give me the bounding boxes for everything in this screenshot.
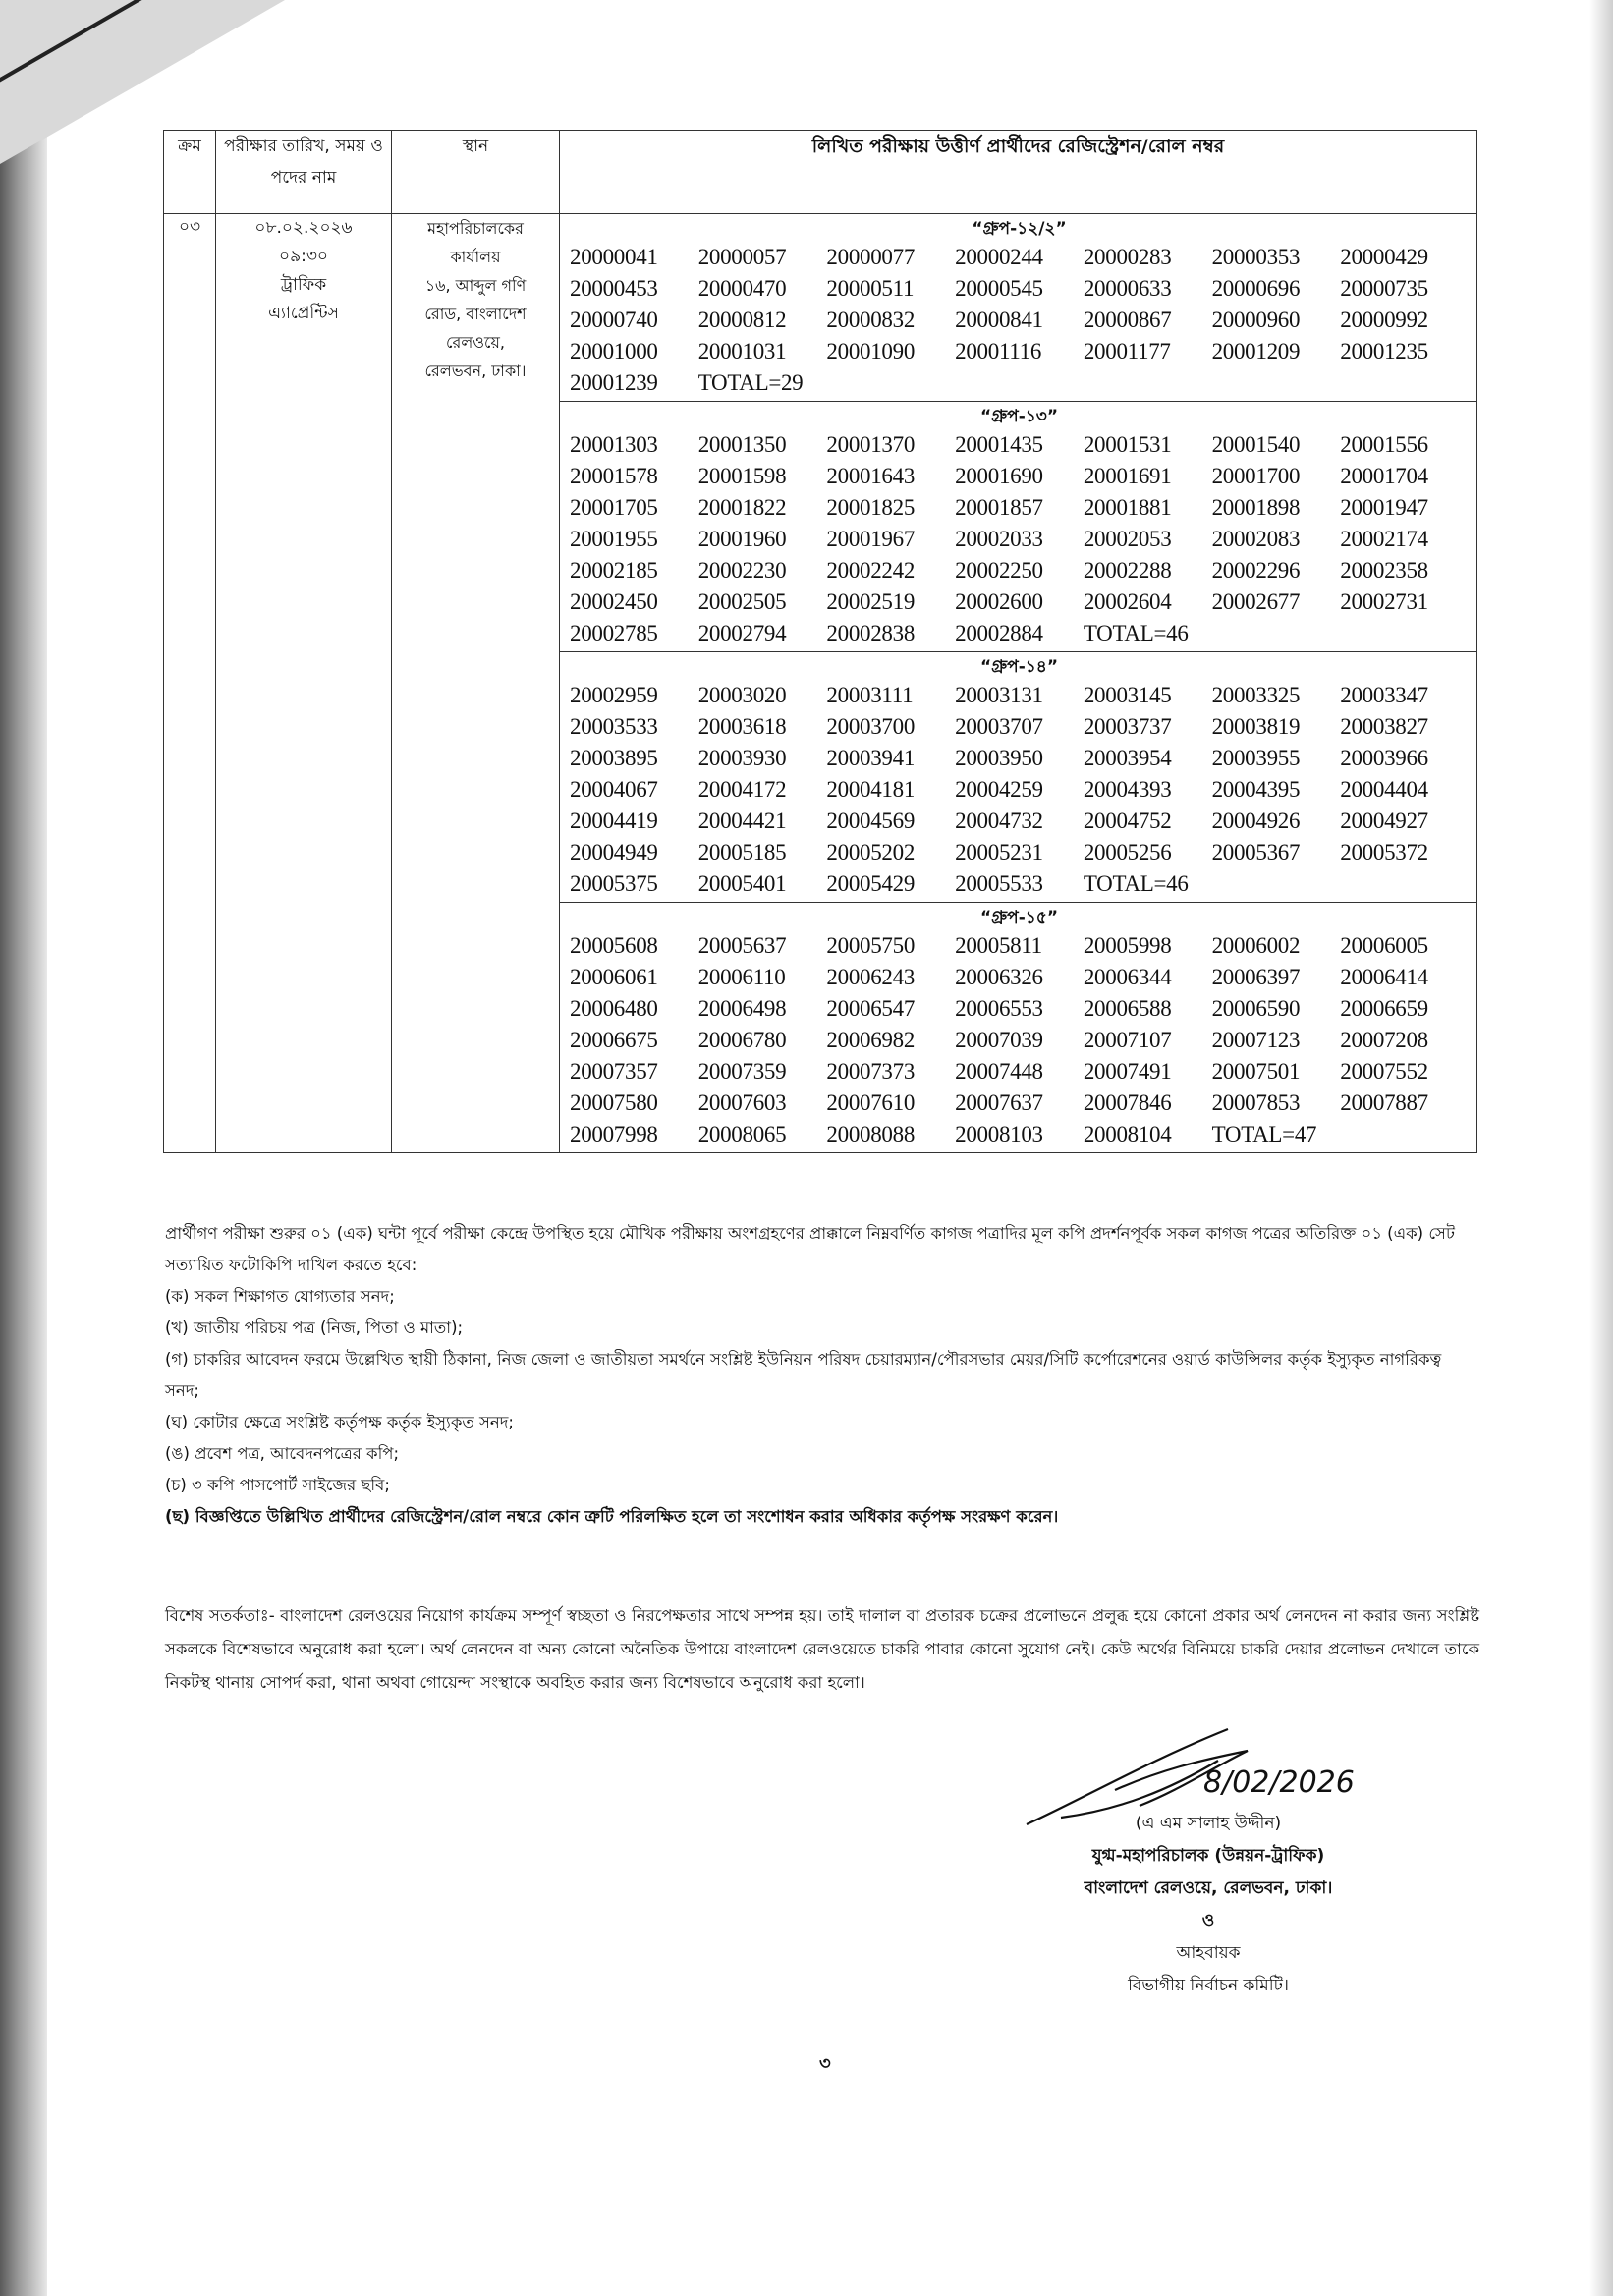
- roll-number: 20007610: [826, 1091, 916, 1115]
- roll-number: 20006588: [1083, 996, 1172, 1021]
- roll-number: 20007359: [697, 1059, 787, 1084]
- roll-number: 20003020: [697, 683, 787, 707]
- roll-number: 20005185: [697, 840, 787, 865]
- venue-line: রোড, বাংলাদেশ: [424, 305, 527, 323]
- roll-number: 20000511: [826, 276, 915, 301]
- roll-number: 20005608: [570, 933, 658, 958]
- roll-number: 20004393: [1083, 777, 1172, 802]
- roll-number: 20007887: [1340, 1091, 1428, 1115]
- roll-number: 20001822: [697, 495, 787, 520]
- post-name-line1: ট্রাফিক: [280, 275, 327, 295]
- roll-number: 20006675: [570, 1028, 658, 1052]
- roll-number: 20001239: [570, 370, 658, 395]
- header-date-time-post: পরীক্ষার তারিখ, সময় ও পদের নাম: [216, 131, 392, 214]
- roll-number: 20006005: [1340, 933, 1428, 958]
- roll-number: 20005231: [955, 840, 1043, 865]
- roll-number: 20002296: [1211, 558, 1301, 583]
- roll-number: 20007501: [1211, 1059, 1301, 1084]
- group-title: “গ্রুপ-১৫”: [979, 908, 1059, 927]
- serial-cell: ০৩: [164, 214, 216, 1153]
- venue-cell: [392, 214, 560, 1153]
- roll-number: 20000867: [1083, 308, 1172, 332]
- roll-number: 20001881: [1083, 495, 1172, 520]
- roll-number: 20006326: [955, 965, 1043, 989]
- roll-number: 20007637: [955, 1091, 1043, 1115]
- header-venue: স্থান: [392, 131, 560, 214]
- group-title: “গ্রুপ-১৩”: [979, 407, 1059, 426]
- roll-number: 20007552: [1340, 1059, 1428, 1084]
- roll-number: 20002959: [570, 683, 658, 707]
- roll-number: 20001947: [1340, 495, 1428, 520]
- roll-number: 20000545: [955, 276, 1043, 301]
- roll-number: 20003737: [1083, 714, 1172, 739]
- roll-number: 20001960: [697, 527, 787, 551]
- roll-number: 20004172: [697, 777, 787, 802]
- roll-number: 20001370: [826, 432, 916, 457]
- roll-number: 20001350: [697, 432, 787, 457]
- roll-number: 20006590: [1211, 996, 1301, 1021]
- roll-number: 20007603: [697, 1091, 787, 1115]
- scan-shadow-right: [1589, 0, 1613, 2296]
- roll-number: 20005372: [1340, 840, 1428, 865]
- roll-number: 20006110: [697, 965, 786, 989]
- roll-number: 20000283: [1083, 245, 1172, 269]
- roll-number: 20006061: [570, 965, 658, 989]
- roll-number: 20002604: [1083, 589, 1172, 614]
- roll-number: 20006498: [697, 996, 787, 1021]
- roll-number: 20004421: [697, 809, 787, 833]
- roll-number: 20006414: [1340, 965, 1428, 989]
- instruction-item: (ঘ) কোটার ক্ষেত্রে সংশ্লিষ্ট কর্তৃপক্ষ কর্তৃক ইস্যুকৃত সনদ;: [165, 1413, 514, 1431]
- roll-number: 20002250: [955, 558, 1043, 583]
- roll-number: 20001435: [955, 432, 1043, 457]
- instruction-item: (চ) ৩ কপি পাসপোর্ট সাইজের ছবি;: [165, 1476, 390, 1494]
- roll-number: 20001690: [955, 464, 1043, 488]
- table-header-row: [164, 131, 1477, 214]
- roll-number: 20001209: [1211, 339, 1301, 364]
- roll-number: 20006002: [1211, 933, 1301, 958]
- venue-line: মহাপরিচালকের: [427, 219, 524, 238]
- roll-number: 20004419: [570, 809, 658, 833]
- page-number: ৩: [819, 2053, 831, 2074]
- group-title: “গ্রুপ-১৪”: [979, 657, 1059, 677]
- roll-number: 20004926: [1211, 809, 1301, 833]
- roll-number: 20000740: [570, 308, 658, 332]
- roll-number: 20001825: [826, 495, 916, 520]
- result-table: [163, 130, 1477, 1153]
- roll-number: 20001955: [570, 527, 658, 551]
- roll-number: 20007357: [570, 1059, 658, 1084]
- roll-number: 20007580: [570, 1091, 658, 1115]
- roll-number: 20003954: [1083, 746, 1172, 770]
- roll-number: 20007846: [1083, 1091, 1172, 1115]
- roll-number: 20000832: [826, 308, 916, 332]
- roll-number: 20003950: [955, 746, 1043, 770]
- signatory-conjunction: ও: [1201, 1911, 1215, 1931]
- roll-number: 20002785: [570, 621, 658, 645]
- roll-number: 20001700: [1211, 464, 1301, 488]
- roll-number: 20002358: [1340, 558, 1428, 583]
- roll-number: 20003347: [1340, 683, 1428, 707]
- roll-number: 20005375: [570, 871, 658, 896]
- roll-number: 20008088: [826, 1122, 916, 1147]
- instruction-item: (খ) জাতীয় পরিচয় পত্র (নিজ, পিতা ও মাতা);: [165, 1318, 464, 1337]
- roll-number: 20000041: [570, 245, 658, 269]
- roll-number: 20003111: [826, 683, 914, 707]
- venue-line: ১৬, আব্দুল গণি: [424, 276, 527, 295]
- roll-number: 20004259: [955, 777, 1043, 802]
- roll-number: 20003955: [1211, 746, 1301, 770]
- roll-number: 20005202: [826, 840, 916, 865]
- roll-group: [560, 402, 1476, 652]
- signatory-office: বাংলাদেশ রেলওয়ে, রেলভবন, ঢাকা।: [1084, 1878, 1333, 1898]
- venue-line: রেলভবন, ঢাকা।: [424, 362, 527, 380]
- roll-number: 20006780: [697, 1028, 787, 1052]
- roll-number: 20005429: [826, 871, 916, 896]
- roll-group: [560, 214, 1476, 402]
- roll-number: 20006480: [570, 996, 658, 1021]
- roll-number: 20007208: [1340, 1028, 1428, 1052]
- roll-number: 20001177: [1083, 339, 1171, 364]
- instruction-item: (গ) চাকরির আবেদন ফরমে উল্লেখিত স্থায়ী ঠিকানা, নিজ জেলা ও জাতীয়তা সমর্থনে সংশ্লিষ্ট ইউনিয়ন পরিষদ চেয়ারম্যান/পৌরসভার মেয়র/সিটি কর্পোরেশনের ওয়ার্ড কাউন্সিলর কর্তৃক ইস্যুকৃত নাগরিকত্ব সনদ;: [165, 1350, 1442, 1400]
- header-serial: ক্রম: [164, 131, 216, 214]
- roll-number: 20007448: [955, 1059, 1043, 1084]
- roll-number: 20000960: [1211, 308, 1301, 332]
- roll-number: 20007039: [955, 1028, 1043, 1052]
- roll-number: 20003966: [1340, 746, 1428, 770]
- roll-number: 20004949: [570, 840, 658, 865]
- roll-number: 20005750: [826, 933, 916, 958]
- scan-shadow-left: [0, 0, 47, 2296]
- roll-number: 20003325: [1211, 683, 1301, 707]
- roll-number: 20006982: [826, 1028, 916, 1052]
- roll-number: 20001235: [1340, 339, 1428, 364]
- roll-number: 20000244: [955, 245, 1043, 269]
- roll-grid: [570, 680, 1469, 900]
- roll-number: 20007107: [1083, 1028, 1172, 1052]
- roll-number: 20005637: [697, 933, 787, 958]
- signatory-committee: বিভাগীয় নির্বাচন কমিটি।: [1128, 1976, 1289, 1995]
- roll-number: 20000453: [570, 276, 658, 301]
- roll-number: 20001303: [570, 432, 658, 457]
- roll-number: 20001000: [570, 339, 658, 364]
- post-name-line2: এ্যাপ্রেন্টিস: [268, 304, 339, 323]
- roll-number: 20005401: [697, 871, 787, 896]
- signatory-block: [1002, 1808, 1415, 2002]
- roll-number: 20004752: [1083, 809, 1172, 833]
- roll-number: 20005256: [1083, 840, 1172, 865]
- instruction-item: (ক) সকল শিক্ষাগত যোগ্যতার সনদ;: [165, 1287, 395, 1306]
- roll-grid: [570, 242, 1469, 399]
- roll-number: 20001643: [826, 464, 916, 488]
- venue-line: রেলওয়ে,: [446, 333, 505, 352]
- roll-number: 20003618: [697, 714, 787, 739]
- roll-grid: [570, 429, 1469, 649]
- roll-grid: [570, 930, 1469, 1150]
- roll-number: 20003707: [955, 714, 1043, 739]
- roll-number: 20000353: [1211, 245, 1301, 269]
- group-total: TOTAL=47: [1211, 1122, 1317, 1147]
- roll-number: 20005367: [1211, 840, 1301, 865]
- group-total: TOTAL=29: [697, 370, 804, 395]
- roll-number: 20001578: [570, 464, 658, 488]
- roll-number: 20004404: [1340, 777, 1428, 802]
- roll-number: 20006553: [955, 996, 1043, 1021]
- signatory-designation: যুগ্ম-মহাপরিচালক (উন্নয়ন-ট্রাফিক): [1091, 1846, 1325, 1866]
- group-title: “গ্রুপ-১২/২”: [972, 219, 1067, 239]
- roll-number: 20003533: [570, 714, 658, 739]
- instructions-section: [165, 1218, 1479, 1533]
- roll-number: 20002053: [1083, 527, 1172, 551]
- roll-number: 20000735: [1340, 276, 1428, 301]
- roll-number: 20008103: [955, 1122, 1043, 1147]
- roll-number: 20001598: [697, 464, 787, 488]
- table-row: [164, 214, 1477, 1153]
- roll-number: 20001531: [1083, 432, 1172, 457]
- roll-number: 20003895: [570, 746, 658, 770]
- roll-number: 20008065: [697, 1122, 787, 1147]
- roll-number: 20001556: [1340, 432, 1428, 457]
- roll-number: 20000633: [1083, 276, 1172, 301]
- exam-time: ০৯:৩০: [279, 247, 328, 266]
- roll-number: 20003930: [697, 746, 787, 770]
- roll-number: 20000841: [955, 308, 1043, 332]
- roll-number: 20000077: [826, 245, 916, 269]
- roll-group: [560, 652, 1476, 903]
- roll-number: 20002838: [826, 621, 916, 645]
- roll-number: 20006659: [1340, 996, 1428, 1021]
- roll-number: 20003819: [1211, 714, 1301, 739]
- instructions-list: [165, 1281, 1479, 1533]
- roll-number: 20005998: [1083, 933, 1172, 958]
- roll-number: 20001691: [1083, 464, 1172, 488]
- roll-number: 20002794: [697, 621, 787, 645]
- roll-number: 20002242: [826, 558, 916, 583]
- roll-number: 20001540: [1211, 432, 1301, 457]
- instruction-item: (ঙ) প্রবেশ পত্র, আবেদনপত্রের কপি;: [165, 1444, 400, 1463]
- roll-number: 20000057: [697, 245, 787, 269]
- group-total: TOTAL=46: [1083, 871, 1189, 896]
- roll-number: 20007373: [826, 1059, 916, 1084]
- roll-number: 20004569: [826, 809, 916, 833]
- roll-number: 20002033: [955, 527, 1043, 551]
- roll-number: 20006243: [826, 965, 916, 989]
- signatory-role: আহবায়ক: [1176, 1943, 1241, 1963]
- roll-number: 20002174: [1340, 527, 1428, 551]
- roll-number: 20007123: [1211, 1028, 1301, 1052]
- roll-number: 20001090: [826, 339, 916, 364]
- roll-number: 20004927: [1340, 809, 1428, 833]
- instructions-intro: প্রার্থীগণ পরীক্ষা শুরুর ০১ (এক) ঘন্টা পূর্বে পরীক্ষা কেন্দ্রে উপস্থিত হয়ে মৌখিক পরীক্ষায় অংশগ্রহণের প্রাক্কালে নিম্নবর্ণিত কাগজ পত্রাদির মূল কপি প্রদর্শনপূর্বক সকল কাগজ পত্রের অতিরিক্ত ০১ (এক) সেট সত্যায়িত ফটোকিপি দাখিল করতে হবে:: [165, 1224, 1455, 1274]
- roll-number: 20000992: [1340, 308, 1428, 332]
- roll-number: 20005533: [955, 871, 1043, 896]
- roll-number: 20004181: [826, 777, 916, 802]
- roll-number: 20004732: [955, 809, 1043, 833]
- roll-number: 20002677: [1211, 589, 1301, 614]
- roll-number: 20003145: [1083, 683, 1172, 707]
- group-total: TOTAL=46: [1083, 621, 1189, 645]
- roll-number: 20000812: [697, 308, 787, 332]
- roll-number: 20000429: [1340, 245, 1428, 269]
- roll-number: 20003131: [955, 683, 1043, 707]
- roll-number: 20003700: [826, 714, 916, 739]
- roll-number: 20007491: [1083, 1059, 1172, 1084]
- signatory-name: (এ এম সালাহ উদ্দীন): [1135, 1814, 1282, 1833]
- roll-number: 20001116: [955, 339, 1042, 364]
- special-warning: বিশেষ সতর্কতাঃ- বাংলাদেশ রেলওয়ের নিয়োগ কার্যক্রম সম্পূর্ণ স্বচ্ছতা ও নিরপেক্ষতার সাথে সম্পন্ন হয়। তাই দালাল বা প্রতারক চক্রের প্রলোভনে প্রলুব্ধ হয়ে কোনো প্রকার অর্থ লেনদেন না করার জন্য সংশ্লিষ্ট সকলকে বিশেষভাবে অনুরোধ করা হলো। অর্থ লেনদেন বা অন্য কোনো অনৈতিক উপায়ে বাংলাদেশ রেলওয়েতে চাকরি পাবার কোনো সুযোগ নেই। কেউ অর্থের বিনিময়ে চাকরি দেয়ার প্রলোভন দেখালে তাকে নিকটস্থ থানায় সোপর্দ করা, থানা অথবা গোয়েন্দা সংস্থাকে অবহিত করার জন্য বিশেষভাবে অনুরোধ করা হলো।: [165, 1606, 1479, 1692]
- roll-number: 20004395: [1211, 777, 1301, 802]
- roll-number: 20001704: [1340, 464, 1428, 488]
- roll-number: 20001898: [1211, 495, 1301, 520]
- roll-number: 20002884: [955, 621, 1043, 645]
- roll-number: 20002083: [1211, 527, 1301, 551]
- roll-number: 20003827: [1340, 714, 1428, 739]
- roll-number: 20006344: [1083, 965, 1172, 989]
- roll-number: 20005811: [955, 933, 1042, 958]
- roll-number: 20001705: [570, 495, 658, 520]
- roll-number: 20000696: [1211, 276, 1301, 301]
- roll-number: 20006397: [1211, 965, 1301, 989]
- roll-number: 20007853: [1211, 1091, 1301, 1115]
- roll-number: 20002519: [826, 589, 916, 614]
- roll-numbers-cell: [560, 214, 1477, 1153]
- roll-number: 20002288: [1083, 558, 1172, 583]
- signature-date: 8/02/2026: [1203, 1765, 1355, 1800]
- roll-number: 20001857: [955, 495, 1043, 520]
- roll-number: 20002450: [570, 589, 658, 614]
- exam-date: ০৮.০২.২০২৬: [254, 218, 353, 238]
- header-roll-numbers: লিখিত পরীক্ষায় উত্তীর্ণ প্রার্থীদের রেজিস্ট্রেশন/রোল নম্বর: [560, 131, 1477, 214]
- roll-number: 20000470: [697, 276, 787, 301]
- roll-number: 20001967: [826, 527, 916, 551]
- date-time-post-cell: [216, 214, 392, 1153]
- roll-number: 20006547: [826, 996, 916, 1021]
- roll-number: 20003941: [826, 746, 916, 770]
- roll-number: 20008104: [1083, 1122, 1172, 1147]
- roll-number: 20002185: [570, 558, 658, 583]
- roll-number: 20007998: [570, 1122, 658, 1147]
- instruction-item: (ছ) বিজ্ঞপ্তিতে উল্লিখিত প্রার্থীদের রেজিস্ট্রেশন/রোল নম্বরে কোন ত্রুটি পরিলক্ষিত হলে তা সংশোধন করার অধিকার কর্তৃপক্ষ সংরক্ষণ করেন।: [165, 1507, 1059, 1526]
- roll-number: 20002505: [697, 589, 787, 614]
- roll-number: 20002731: [1340, 589, 1428, 614]
- roll-number: 20001031: [697, 339, 787, 364]
- roll-number: 20002600: [955, 589, 1043, 614]
- roll-group: [560, 903, 1476, 1152]
- roll-number: 20004067: [570, 777, 658, 802]
- venue-line: কার্যালয়: [450, 248, 501, 266]
- roll-number: 20002230: [697, 558, 787, 583]
